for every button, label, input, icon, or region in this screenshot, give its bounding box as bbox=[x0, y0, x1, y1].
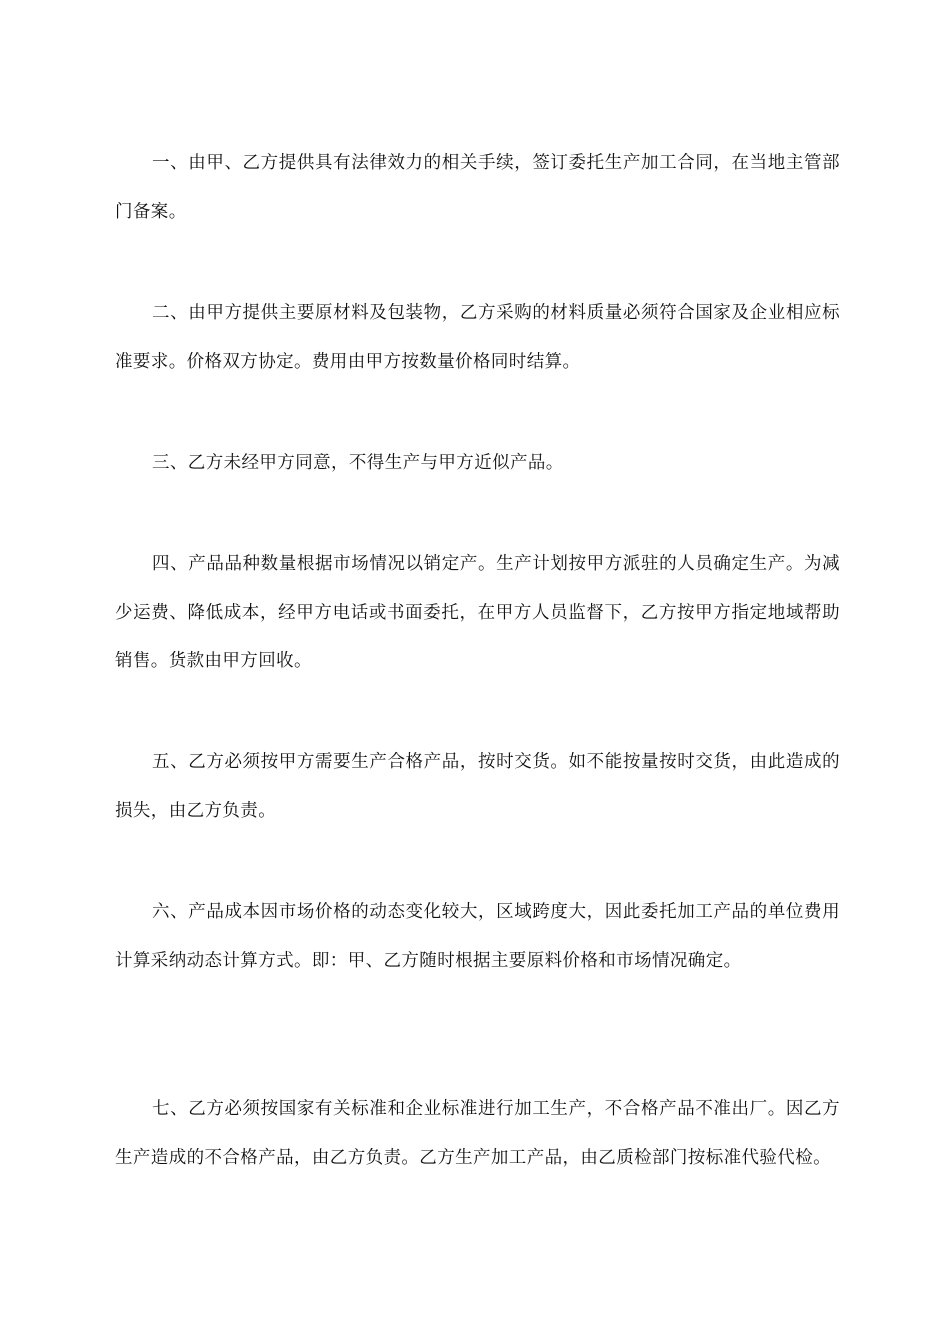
clause-5-paragraph: 五、乙方必须按甲方需要生产合格产品，按时交货。如不能按量按时交货，由此造成的损失，由乙方负责。 bbox=[115, 752, 840, 821]
clause-7-paragraph: 七、乙方必须按国家有关标准和企业标准进行加工生产，不合格产品不准出厂。因乙方生产造成的不合格产品，由乙方负责。乙方生产加工产品，由乙质检部门按标准代验代检。 bbox=[115, 1099, 840, 1168]
clause-6-paragraph: 六、产品成本因市场价格的动态变化较大，区域跨度大，因此委托加工产品的单位费用计算采纳动态计算方式。即：甲、乙方随时根据主要原料价格和市场情况确定。 bbox=[115, 902, 840, 971]
clause-3-paragraph: 三、乙方未经甲方同意，不得生产与甲方近似产品。 bbox=[152, 453, 564, 473]
clause-1-paragraph: 一、由甲、乙方提供具有法律效力的相关手续，签订委托生产加工合同，在当地主管部门备案。 bbox=[115, 153, 840, 222]
clause-2-paragraph: 二、由甲方提供主要原材料及包装物，乙方采购的材料质量必须符合国家及企业相应标准要求。价格双方协定。费用由甲方按数量价格同时结算。 bbox=[115, 303, 840, 372]
clause-4-paragraph: 四、产品品种数量根据市场情况以销定产。生产计划按甲方派驻的人员确定生产。为减少运费、降低成本，经甲方电话或书面委托，在甲方人员监督下，乙方按甲方指定地域帮助销售。货款由甲方回收。 bbox=[115, 554, 840, 671]
